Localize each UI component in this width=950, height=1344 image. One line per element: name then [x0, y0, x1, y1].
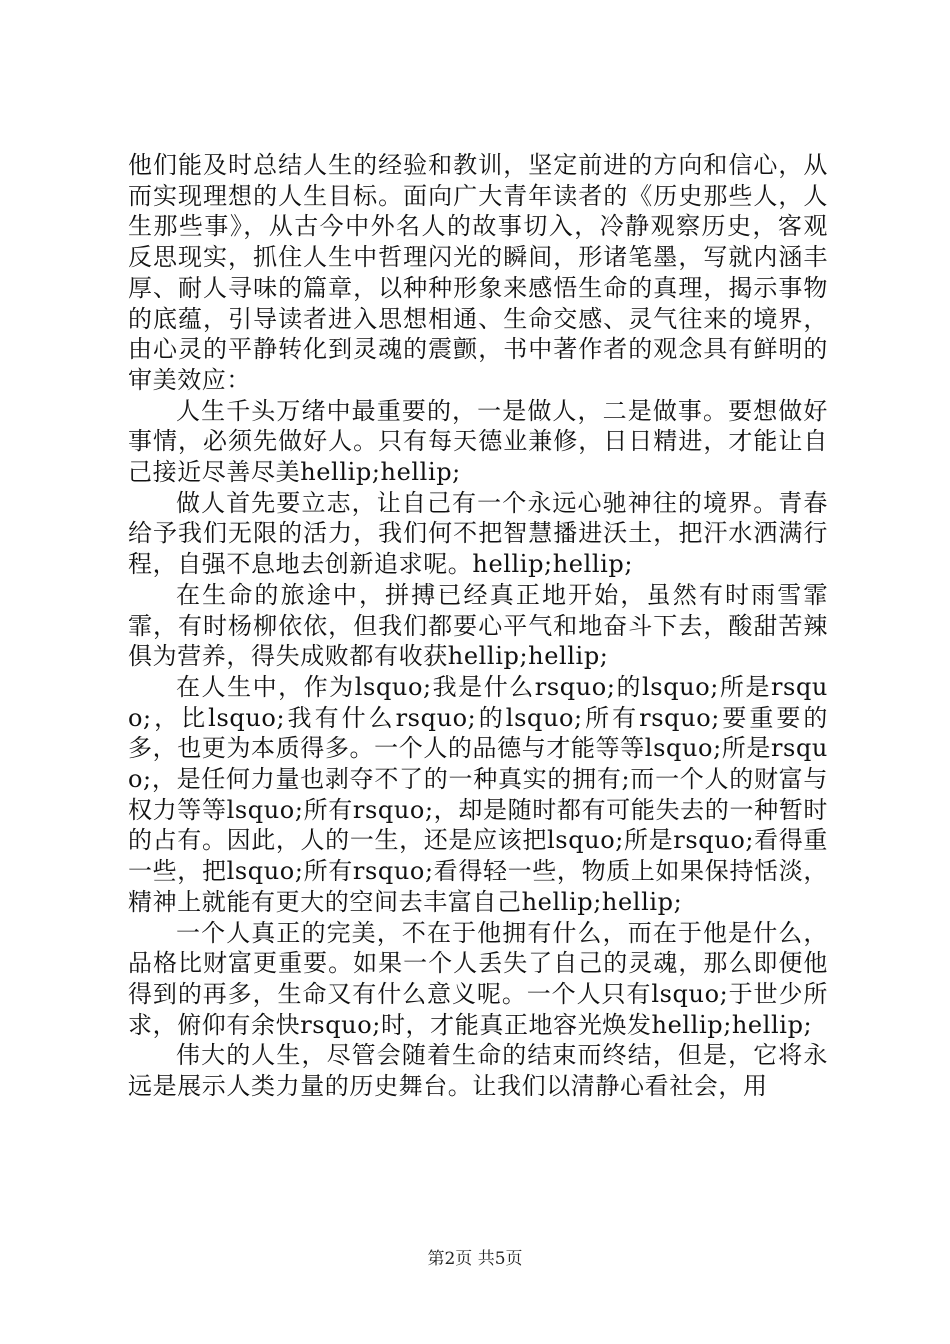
paragraph-7: 伟大的人生，尽管会随着生命的结束而终结，但是，它将永远是展示人类力量的历史舞台。让我们以清静心看社会，用: [128, 1041, 828, 1101]
paragraph-3: 做人首先要立志，让自己有一个永远心驰神往的境界。青春给予我们无限的活力，我们何不把智慧播进沃土，把汗水洒满行程，自强不息地去创新追求呢。hellip;hellip;: [128, 488, 828, 579]
paragraph-1: 他们能及时总结人生的经验和教训，坚定前进的方向和信心，从而实现理想的人生目标。面向广大青年读者的《历史那些人，人生那些事》，从古今中外名人的故事切入，冷静观察历史，客观反思现实，抓住人生中哲理闪光的瞬间，形诸笔墨，写就内涵丰厚、耐人寻味的篇章，以种种形象来感悟生命的真理，揭示事物的底蕴，引导读者进入思想相通、生命交感、灵气往来的境界，由心灵的平静转化到灵魂的震颤，书中著作者的观念具有鲜明的审美效应：: [128, 151, 828, 394]
paragraph-6: 一个人真正的完美，不在于他拥有什么，而在于他是什么，品格比财富更重要。如果一个人丢失了自己的灵魂，那么即便他得到的再多，生命又有什么意义呢。一个人只有lsquo;于世少所求，俯仰有余快rsquo;时，才能真正地容光焕发hellip;hellip;: [128, 918, 828, 1039]
paragraph-5: 在人生中，作为lsquo;我是什么rsquo;的lsquo;所是rsquo;，比lsquo;我有什么rsquo;的lsquo;所有rsquo;要重要的多，也更为本质得多。一个人的品德与才能等等lsquo;所是rsquo;，是任何力量也剥夺不了的一种真实的拥有;而一个人的财富与权力等等lsquo;所有rsquo;，却是随时都有可能失去的一种暂时的占有。因此，人的一生，还是应该把lsquo;所是rsquo;看得重一些，把lsquo;所有rsquo;看得轻一些，物质上如果保持恬淡，精神上就能有更大的空间去丰富自己hellip;hellip;: [128, 672, 828, 916]
paragraph-4: 在生命的旅途中，拼搏已经真正地开始，虽然有时雨雪霏霏，有时杨柳依依，但我们都要心平气和地奋斗下去，酸甜苦辣俱为营养，得失成败都有收获hellip;hellip;: [128, 580, 828, 671]
page-number-footer: 第2页 共5页: [427, 1249, 523, 1269]
document-body: [128, 150, 828, 1102]
paragraph-2: 人生千头万绪中最重要的，一是做人，二是做事。要想做好事情，必须先做好人。只有每天德业兼修，日日精进，才能让自己接近尽善尽美hellip;hellip;: [128, 396, 828, 487]
